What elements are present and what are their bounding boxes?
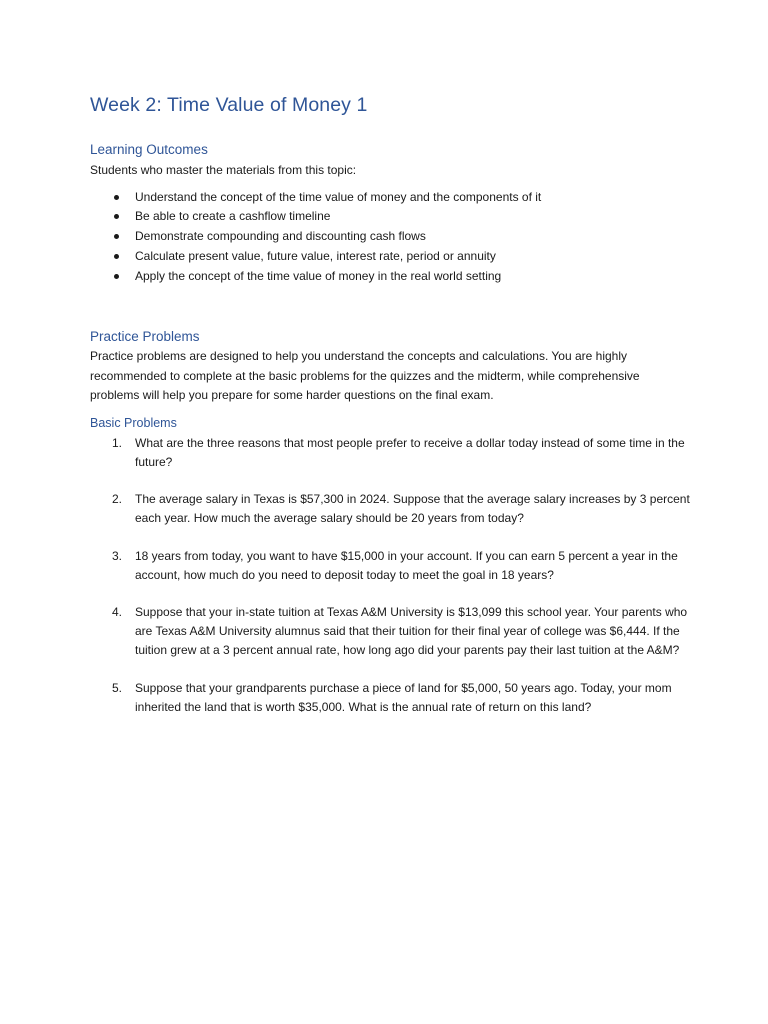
bullet-icon bbox=[114, 254, 119, 259]
learning-outcomes-intro: Students who master the materials from this topic: bbox=[90, 163, 357, 177]
list-item: 4. Suppose that your in-state tuition at Texas A&M University is $13,099 this school year. Your parents who are Texas A&M University alumnus said that their tuition for their final year of college was $6,444. If the tuition grew at a 3 percent annual rate, how long ago did your parents pay their last tuition at the A&M? bbox=[112, 605, 688, 658]
document-page bbox=[90, 92, 690, 735]
list-item: 2. The average salary in Texas is $57,300 in 2024. Suppose that the average salary increases by 3 percent each year. How much the average salary should be 20 years from today? bbox=[112, 492, 690, 526]
list-item: Understand the concept of the time value of money and the components of it bbox=[90, 188, 690, 208]
learning-outcomes-heading: Learning Outcomes bbox=[90, 142, 208, 157]
list-item: 3. 18 years from today, you want to have $15,000 in your account. If you can earn 5 percent a year in the account, how much do you need to deposit today to meet the goal in 18 years? bbox=[112, 548, 678, 582]
bullet-icon bbox=[114, 214, 119, 219]
basic-problems-heading: Basic Problems bbox=[90, 415, 177, 430]
practice-problems-heading: Practice Problems bbox=[90, 329, 200, 345]
list-item: 1. What are the three reasons that most people prefer to receive a dollar today instead of some time in the future? bbox=[112, 435, 685, 469]
list-item: Calculate present value, future value, interest rate, period or annuity bbox=[90, 247, 690, 267]
list-item: Demonstrate compounding and discounting cash flows bbox=[90, 227, 690, 247]
practice-problems-intro: Practice problems are designed to help you understand the concepts and calculations. You are highly recommended to complete at the basic problems for the quizzes and the midterm, while comprehensive problems will help you prepare for some harder questions on the final exam. bbox=[90, 349, 640, 403]
learning-outcomes-list bbox=[90, 188, 690, 287]
bullet-icon bbox=[114, 274, 119, 279]
list-item: Be able to create a cashflow timeline bbox=[90, 207, 690, 227]
list-item: 5. Suppose that your grandparents purchase a piece of land for $5,000, 50 years ago. Today, your mom inherited the land that is worth $35,000. What is the annual rate of return on this land? bbox=[112, 680, 672, 714]
basic-problems-list bbox=[90, 434, 690, 717]
bullet-icon bbox=[114, 234, 119, 239]
list-item: Apply the concept of the time value of money in the real world setting bbox=[90, 267, 690, 287]
bullet-icon bbox=[114, 195, 119, 200]
page-title: Week 2: Time Value of Money 1 bbox=[90, 94, 368, 116]
